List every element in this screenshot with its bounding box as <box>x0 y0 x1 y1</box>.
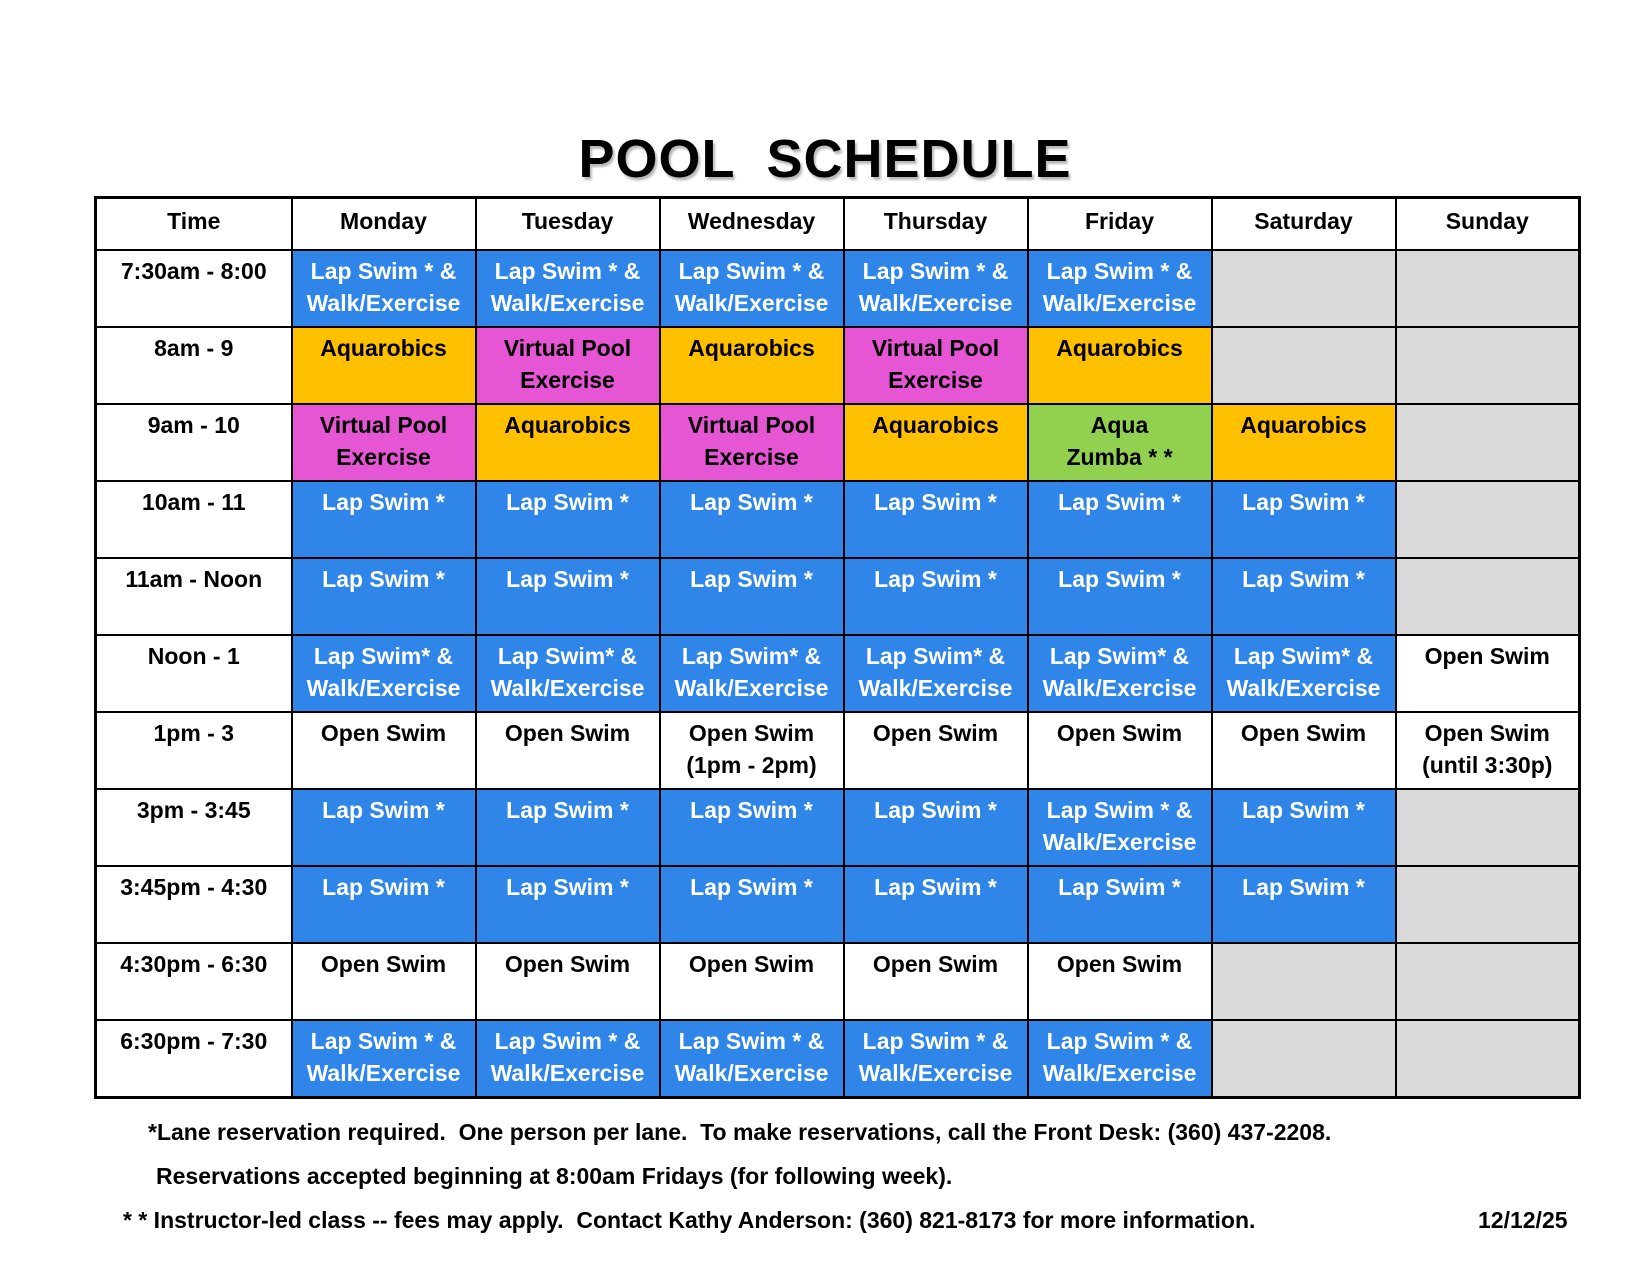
activity-label: Lap Swim * & <box>678 258 825 284</box>
activity-label: Aqua <box>1090 412 1149 438</box>
reservation-accepted-note: Reservations accepted beginning at 8:00am Fridays (for following week). <box>156 1163 953 1189</box>
activity-cell <box>476 943 660 1020</box>
activity-label: Lap Swim* & <box>1233 643 1374 669</box>
activity-label: Aquarobics <box>688 335 815 361</box>
activity-cell <box>476 635 660 712</box>
activity-label: Lap Swim * <box>690 566 813 592</box>
activity-label: Lap Swim * <box>1242 489 1365 515</box>
activity-label: Open Swim <box>504 951 631 977</box>
activity-cell <box>1028 250 1212 327</box>
activity-label: Lap Swim* & <box>865 643 1006 669</box>
activity-label: Zumba * * <box>1066 444 1173 470</box>
activity-cell <box>1028 943 1212 1020</box>
activity-cell <box>660 712 844 789</box>
activity-label: Lap Swim * & <box>310 258 457 284</box>
page-title: POOL SCHEDULE <box>578 129 1072 189</box>
activity-label: Open Swim <box>872 720 999 746</box>
activity-cell <box>660 404 844 481</box>
time-slot: 4:30pm - 6:30 <box>96 943 292 1020</box>
revision-date: 12/12/25 <box>1478 1207 1568 1233</box>
activity-label: Lap Swim * <box>874 489 997 515</box>
activity-cell <box>476 789 660 866</box>
activity-label: (until 3:30p) <box>1422 752 1553 778</box>
activity-label: Lap Swim * <box>690 489 813 515</box>
time-slot: 6:30pm - 7:30 <box>96 1020 292 1098</box>
activity-label: Lap Swim* & <box>1049 643 1190 669</box>
schedule-row <box>96 1020 1580 1098</box>
activity-cell <box>1028 404 1212 481</box>
time-slot: 10am - 11 <box>96 481 292 558</box>
activity-label: Lap Swim * & <box>494 1028 641 1054</box>
activity-label: Lap Swim* & <box>313 643 454 669</box>
activity-label: Lap Swim * & <box>310 1028 457 1054</box>
activity-cell <box>1028 789 1212 866</box>
activity-cell <box>292 635 476 712</box>
activity-label: Lap Swim * <box>1242 874 1365 900</box>
header-time: Time <box>96 198 292 251</box>
activity-label: Walk/Exercise <box>858 1060 1013 1086</box>
activity-label: Walk/Exercise <box>1042 290 1197 316</box>
activity-label: Aquarobics <box>320 335 447 361</box>
activity-label: Lap Swim * & <box>494 258 641 284</box>
schedule-row <box>96 712 1580 789</box>
closed-cell <box>1396 327 1580 404</box>
activity-label: Open Swim <box>1056 720 1183 746</box>
activity-cell <box>1028 866 1212 943</box>
activity-cell <box>660 1020 844 1098</box>
activity-cell <box>660 943 844 1020</box>
activity-cell <box>844 943 1028 1020</box>
activity-cell <box>292 481 476 558</box>
activity-label: Virtual Pool <box>871 335 1000 361</box>
activity-cell <box>844 789 1028 866</box>
activity-cell <box>844 866 1028 943</box>
activity-cell <box>844 481 1028 558</box>
activity-label: Open Swim <box>1424 643 1550 669</box>
activity-label: Lap Swim * <box>506 874 629 900</box>
activity-label: Lap Swim * <box>506 566 629 592</box>
activity-label: Open Swim <box>320 951 447 977</box>
activity-label: Open Swim <box>872 951 999 977</box>
header-day: Friday <box>1028 198 1212 251</box>
activity-label: Lap Swim * <box>874 797 997 823</box>
activity-label: Lap Swim * & <box>862 258 1009 284</box>
closed-cell <box>1396 481 1580 558</box>
activity-label: Walk/Exercise <box>306 675 461 701</box>
header-day: Sunday <box>1396 198 1580 251</box>
activity-label: Lap Swim * & <box>1046 797 1193 823</box>
activity-label: Exercise <box>888 367 983 393</box>
closed-cell <box>1212 1020 1396 1098</box>
closed-cell <box>1212 250 1396 327</box>
activity-cell <box>1212 481 1396 558</box>
activity-label: Lap Swim * <box>322 874 445 900</box>
time-slot: Noon - 1 <box>96 635 292 712</box>
activity-label: Lap Swim * <box>506 489 629 515</box>
activity-label: Open Swim <box>504 720 631 746</box>
activity-label: (1pm - 2pm) <box>686 752 817 778</box>
activity-label: Lap Swim * <box>690 874 813 900</box>
activity-label: Open Swim <box>1240 720 1367 746</box>
activity-cell <box>1212 635 1396 712</box>
activity-label: Aquarobics <box>1056 335 1183 361</box>
activity-cell <box>476 404 660 481</box>
activity-label: Exercise <box>520 367 615 393</box>
activity-label: Lap Swim* & <box>497 643 638 669</box>
activity-cell <box>476 866 660 943</box>
schedule-row <box>96 635 1580 712</box>
activity-cell <box>292 712 476 789</box>
schedule-row <box>96 327 1580 404</box>
activity-label: Lap Swim * & <box>1046 258 1193 284</box>
activity-cell <box>844 327 1028 404</box>
reservation-note: *Lane reservation required. One person per lane. To make reservations, call the Front Desk: (360) 437-2208. <box>148 1119 1332 1145</box>
activity-cell <box>844 558 1028 635</box>
activity-cell <box>1212 712 1396 789</box>
activity-cell <box>660 481 844 558</box>
activity-cell <box>1028 1020 1212 1098</box>
activity-label: Walk/Exercise <box>306 290 461 316</box>
header-day: Wednesday <box>660 198 844 251</box>
activity-label: Aquarobics <box>504 412 631 438</box>
activity-label: Lap Swim * & <box>1046 1028 1193 1054</box>
activity-label: Exercise <box>336 444 431 470</box>
activity-cell <box>660 789 844 866</box>
activity-label: Virtual Pool <box>503 335 632 361</box>
pool-schedule-table <box>94 196 1581 1099</box>
closed-cell <box>1396 250 1580 327</box>
activity-label: Lap Swim * <box>1058 489 1181 515</box>
activity-label: Lap Swim * <box>874 566 997 592</box>
time-slot: 9am - 10 <box>96 404 292 481</box>
activity-label: Walk/Exercise <box>490 290 645 316</box>
activity-label: Walk/Exercise <box>858 675 1013 701</box>
activity-label: Walk/Exercise <box>674 290 829 316</box>
activity-cell <box>292 404 476 481</box>
activity-label: Lap Swim* & <box>681 643 822 669</box>
activity-cell <box>1212 789 1396 866</box>
activity-label: Lap Swim * <box>874 874 997 900</box>
header-day: Monday <box>292 198 476 251</box>
activity-cell <box>1212 558 1396 635</box>
header-day: Saturday <box>1212 198 1396 251</box>
closed-cell <box>1396 866 1580 943</box>
header-day: Tuesday <box>476 198 660 251</box>
closed-cell <box>1396 558 1580 635</box>
schedule-row <box>96 789 1580 866</box>
activity-label: Walk/Exercise <box>490 675 645 701</box>
activity-label: Lap Swim * <box>690 797 813 823</box>
activity-cell <box>844 250 1028 327</box>
activity-cell <box>476 558 660 635</box>
activity-label: Lap Swim * <box>506 797 629 823</box>
schedule-row <box>96 866 1580 943</box>
activity-label: Open Swim <box>688 720 815 746</box>
activity-label: Virtual Pool <box>687 412 816 438</box>
activity-label: Lap Swim * <box>1058 874 1181 900</box>
activity-label: Walk/Exercise <box>306 1060 461 1086</box>
activity-cell <box>1028 635 1212 712</box>
activity-cell <box>292 866 476 943</box>
closed-cell <box>1396 789 1580 866</box>
activity-cell <box>660 558 844 635</box>
closed-cell <box>1396 943 1580 1020</box>
time-slot: 3pm - 3:45 <box>96 789 292 866</box>
activity-label: Walk/Exercise <box>674 1060 829 1086</box>
activity-cell <box>660 635 844 712</box>
instructor-note: * * Instructor-led class -- fees may apply. Contact Kathy Anderson: (360) 821-8173 for more information. <box>123 1207 1256 1233</box>
activity-cell <box>292 943 476 1020</box>
activity-label: Walk/Exercise <box>1042 1060 1197 1086</box>
activity-label: Lap Swim * <box>1058 566 1181 592</box>
schedule-row <box>96 558 1580 635</box>
closed-cell <box>1212 943 1396 1020</box>
activity-label: Virtual Pool <box>319 412 448 438</box>
activity-label: Lap Swim * <box>1242 566 1365 592</box>
activity-cell <box>1028 712 1212 789</box>
time-slot: 7:30am - 8:00 <box>96 250 292 327</box>
activity-cell <box>476 712 660 789</box>
activity-label: Walk/Exercise <box>1042 829 1197 855</box>
activity-cell <box>1212 866 1396 943</box>
activity-cell <box>476 481 660 558</box>
activity-label: Walk/Exercise <box>1226 675 1381 701</box>
activity-cell <box>1028 481 1212 558</box>
activity-cell <box>660 327 844 404</box>
activity-label: Lap Swim * & <box>678 1028 825 1054</box>
activity-cell <box>660 250 844 327</box>
activity-label: Lap Swim * <box>322 566 445 592</box>
activity-label: Lap Swim * <box>322 489 445 515</box>
activity-cell <box>1212 404 1396 481</box>
schedule-row <box>96 250 1580 327</box>
activity-label: Open Swim <box>1056 951 1183 977</box>
activity-cell <box>476 327 660 404</box>
header-day: Thursday <box>844 198 1028 251</box>
activity-cell <box>844 404 1028 481</box>
header-row <box>96 198 1580 251</box>
activity-label: Walk/Exercise <box>490 1060 645 1086</box>
activity-label: Exercise <box>704 444 799 470</box>
activity-label: Open Swim <box>320 720 447 746</box>
activity-cell <box>1028 327 1212 404</box>
activity-label: Walk/Exercise <box>674 675 829 701</box>
activity-cell <box>292 250 476 327</box>
activity-cell <box>476 250 660 327</box>
activity-cell <box>292 558 476 635</box>
activity-label: Walk/Exercise <box>1042 675 1197 701</box>
time-slot: 1pm - 3 <box>96 712 292 789</box>
activity-cell <box>844 635 1028 712</box>
closed-cell <box>1396 1020 1580 1098</box>
activity-cell <box>844 1020 1028 1098</box>
time-slot: 3:45pm - 4:30 <box>96 866 292 943</box>
activity-cell <box>292 1020 476 1098</box>
closed-cell <box>1212 327 1396 404</box>
activity-label: Walk/Exercise <box>858 290 1013 316</box>
time-slot: 11am - Noon <box>96 558 292 635</box>
time-slot: 8am - 9 <box>96 327 292 404</box>
activity-label: Open Swim <box>1424 720 1550 746</box>
activity-label: Aquarobics <box>872 412 999 438</box>
activity-label: Lap Swim * <box>322 797 445 823</box>
activity-cell <box>660 866 844 943</box>
activity-label: Lap Swim * <box>1242 797 1365 823</box>
activity-label: Lap Swim * & <box>862 1028 1009 1054</box>
activity-cell <box>844 712 1028 789</box>
schedule-row <box>96 481 1580 558</box>
activity-cell <box>1396 635 1580 712</box>
activity-label: Aquarobics <box>1240 412 1367 438</box>
activity-cell <box>1028 558 1212 635</box>
activity-label: Open Swim <box>688 951 815 977</box>
schedule-row <box>96 943 1580 1020</box>
activity-cell <box>476 1020 660 1098</box>
activity-cell <box>1396 712 1580 789</box>
activity-cell <box>292 789 476 866</box>
activity-cell <box>292 327 476 404</box>
closed-cell <box>1396 404 1580 481</box>
schedule-row <box>96 404 1580 481</box>
